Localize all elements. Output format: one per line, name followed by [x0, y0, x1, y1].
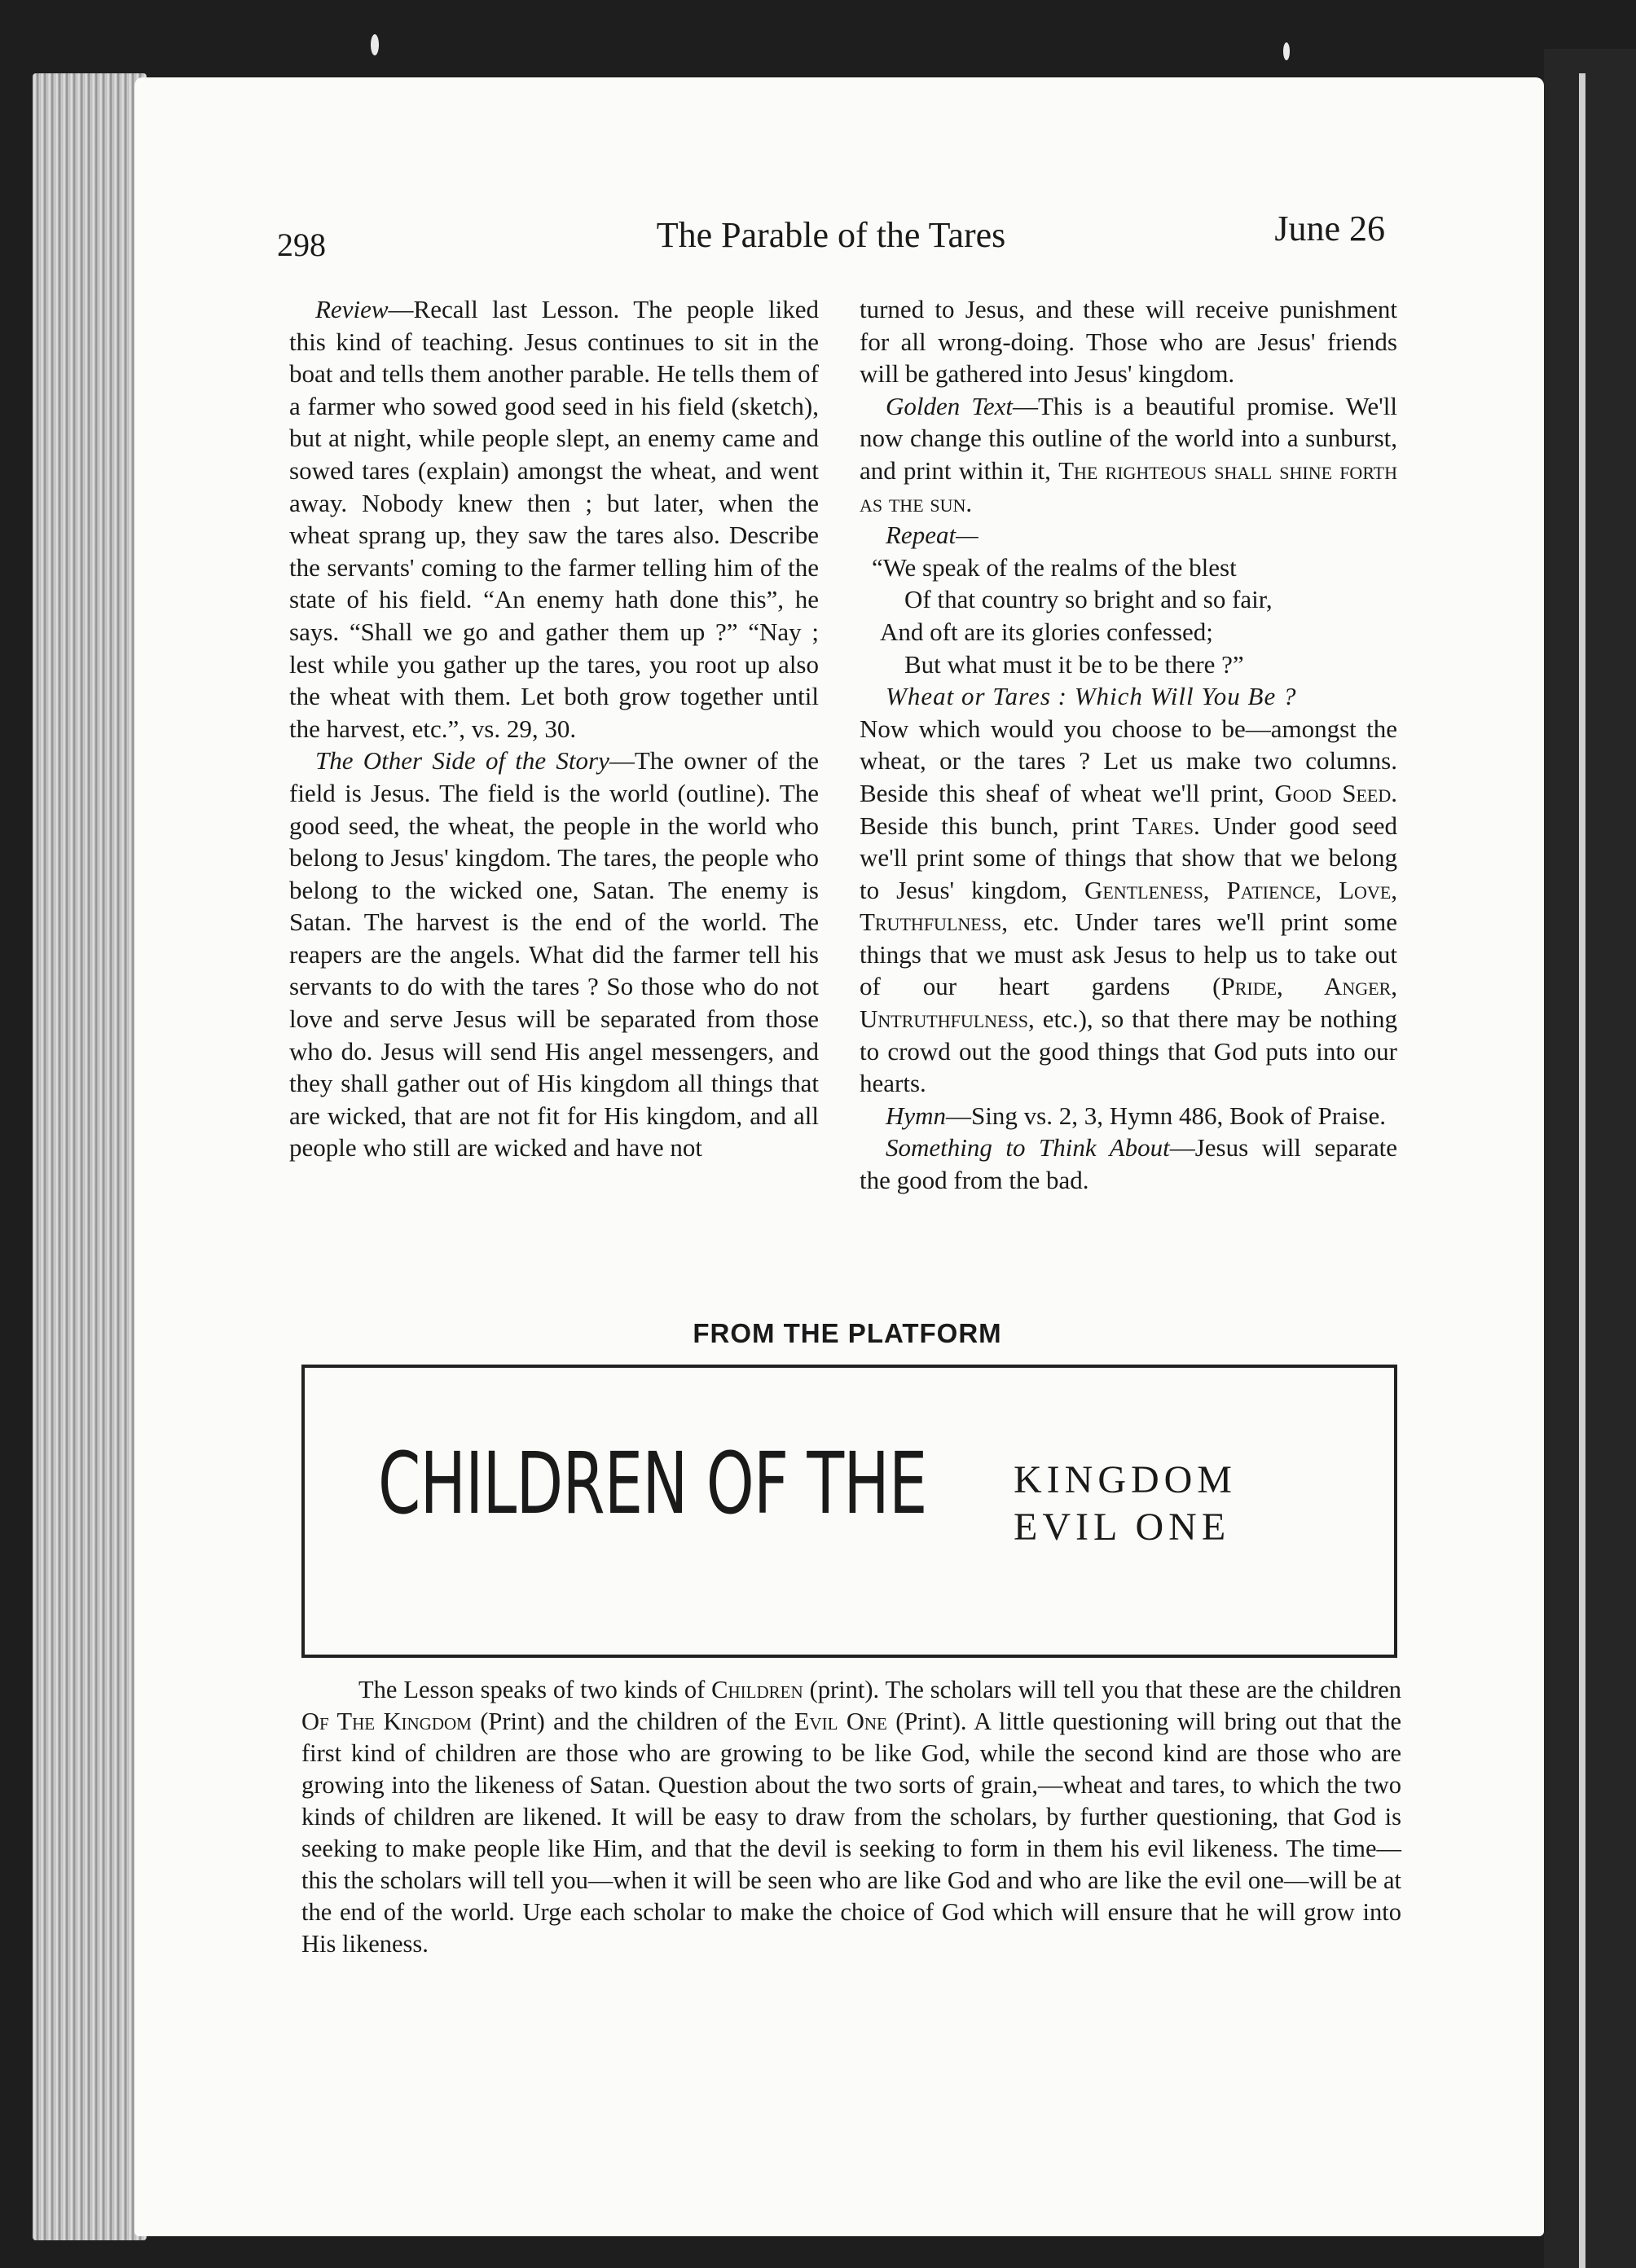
- golden-text-paragraph: [860, 390, 1397, 519]
- hymn-paragraph: [860, 1100, 1397, 1132]
- continuation-paragraph: turned to Jesus, and these will receive punishment for all wrong-doing. Those who are Jesus' friends will be gathered into Jesus' kingdom.: [860, 295, 1397, 389]
- running-title: The Parable of the Tares: [656, 215, 1006, 255]
- verse-line: And oft are its glories confessed;: [880, 617, 1213, 646]
- think-paragraph: [860, 1132, 1397, 1196]
- review-text: —Recall last Lesson. The people liked this kind of teaching. Jesus continues to sit in the boat and tells them another parable. He tells them of a farmer who sowed good seed in his field (sketch), but at night, while people slept, an enemy came and sowed tares (explain) amongst the wheat, and went away. Nobody knew then ; but later, when the wheat sprang up, they saw the tares also. Describe the servants' coming to the farmer telling him of the state of his field. “An enemy hath done this”, he says. “Shall we go and gather them up ?” “Nay ; lest while you gather up the tares, you root up also the wheat with them. Let both grow together until the harvest, etc.”, vs. 29, 30.: [289, 295, 819, 743]
- repeat-lead: Repeat—: [886, 521, 979, 550]
- virtues-caps: Gentleness, Patience, Love, Truthfulness: [860, 875, 1398, 937]
- children-caps: Children: [711, 1676, 803, 1703]
- platform-text: The Lesson speaks of two kinds of: [358, 1676, 712, 1703]
- golden-text-lead: Golden Text: [886, 391, 1013, 420]
- wheat-text: Now which would you choose to be—amongst the wheat, or the tares ? Let us make two columns. Beside this sheaf of wheat we'll print,: [860, 714, 1397, 807]
- page-number: 298: [277, 226, 326, 263]
- wheat-heading-text: Wheat or Tares : Which Will You Be ?: [886, 682, 1297, 711]
- platform-text: (Print) and the children of the: [471, 1708, 794, 1735]
- tares-caps: Tares: [1132, 811, 1194, 840]
- hymn-body: —Sing vs. 2, 3, Hymn 486, Book of Praise.: [946, 1101, 1386, 1130]
- board-main-text: CHILDREN OF THE: [378, 1434, 927, 1533]
- hymn-lead: Hymn: [886, 1101, 947, 1130]
- wheat-text: , etc. Under tares we'll print some things that we must ask Jesus to help us to take out of our heart gardens (: [860, 908, 1397, 1001]
- page-header: [277, 208, 1385, 265]
- left-column: [289, 293, 819, 1164]
- verse-line: Of that country so bright and so fair,: [904, 585, 1273, 614]
- think-body: —Jesus will separate the good from the bad.: [860, 1133, 1397, 1195]
- right-column: [860, 293, 1397, 1197]
- book-page-edges: [33, 73, 147, 2240]
- scan-background-right: [1544, 49, 1636, 2268]
- golden-text-caps: The righteous shall shine forth as the sun.: [860, 455, 1397, 517]
- good-seed-caps: Good Seed: [1274, 778, 1392, 807]
- wheat-heading: [860, 680, 1397, 713]
- platform-heading: FROM THE PLATFORM: [693, 1318, 1002, 1348]
- facing-page-edge: [1579, 73, 1585, 2268]
- wheat-text: . Under good seed we'll print some of things that show that we belong to Jesus' kingdom,: [860, 811, 1397, 904]
- scan-speck: [1283, 42, 1290, 60]
- platform-text: (Print). A little questioning will bring out that the first kind of children are those who are growing to be like God, while the second kind are those who are growing into the likeness of Satan. Question about the two sorts of grain,—wheat and tares, to which the two kinds of children are likened. It will be easy to draw from the scholars, by further questioning, that God is seeking to make people like Him, and that the devil is seeking to form in them his evil likeness. The time—this the scholars will tell you—when it will be seen who are like God and who are like the evil one—will be at the end of the world. Urge each scholar to make the choice of God which will ensure that he will grow into His likeness.: [301, 1708, 1401, 1958]
- blackboard-frame: [301, 1365, 1397, 1658]
- evil-one-caps: Evil One: [794, 1708, 887, 1735]
- scan-speck: [371, 34, 379, 55]
- wheat-text: , etc.), so that there may be nothing to crowd out the good things that God puts into our hearts.: [860, 1004, 1397, 1098]
- repeat-paragraph: [860, 519, 1397, 552]
- wheat-paragraph: [860, 713, 1397, 1100]
- platform-text: (print). The scholars will tell you that these are the children: [803, 1676, 1402, 1703]
- of-the-kingdom-caps: Of The Kingdom: [301, 1708, 472, 1735]
- review-paragraph: [289, 293, 819, 745]
- vices-caps: Pride, Anger, Untruthfulness: [860, 972, 1397, 1034]
- wheat-text: . Beside this bunch, print: [860, 778, 1397, 840]
- hymn-verse: [860, 552, 1397, 680]
- review-lead: Review: [315, 295, 389, 323]
- board-kingdom-text: KINGDOM: [1014, 1458, 1237, 1501]
- platform-paragraph: [301, 1674, 1401, 1960]
- other-side-lead: The Other Side of the Story: [315, 746, 609, 776]
- other-side-paragraph: [289, 745, 819, 1164]
- verse-line: But what must it be to be there ?”: [904, 649, 1244, 679]
- golden-text-body: —This is a beautiful promise. We'll now change this outline of the world into a sunburst, and print within it,: [860, 391, 1397, 485]
- verse-line: “We speak of the realms of the blest: [872, 552, 1237, 582]
- page-date: June 26: [1274, 209, 1385, 248]
- board-evil-one-text: EVIL ONE: [1014, 1505, 1231, 1549]
- other-side-text: —The owner of the field is Jesus. The field is the world (outline). The good seed, the wheat, the people in the world who belong to Jesus' kingdom. The tares, the people who belong to the wicked one, Satan. The enemy is Satan. The harvest is the end of the world. The reapers are the angels. What did the farmer tell his servants to do with the tares ? So those who do not love and serve Jesus will be separated from those who do. Jesus will send His angel messengers, and they shall gather out of His kingdom all things that are wicked, that are not fit for His kingdom, and all people who still are wicked and have not: [289, 746, 819, 1163]
- think-lead: Something to Think About: [886, 1133, 1170, 1163]
